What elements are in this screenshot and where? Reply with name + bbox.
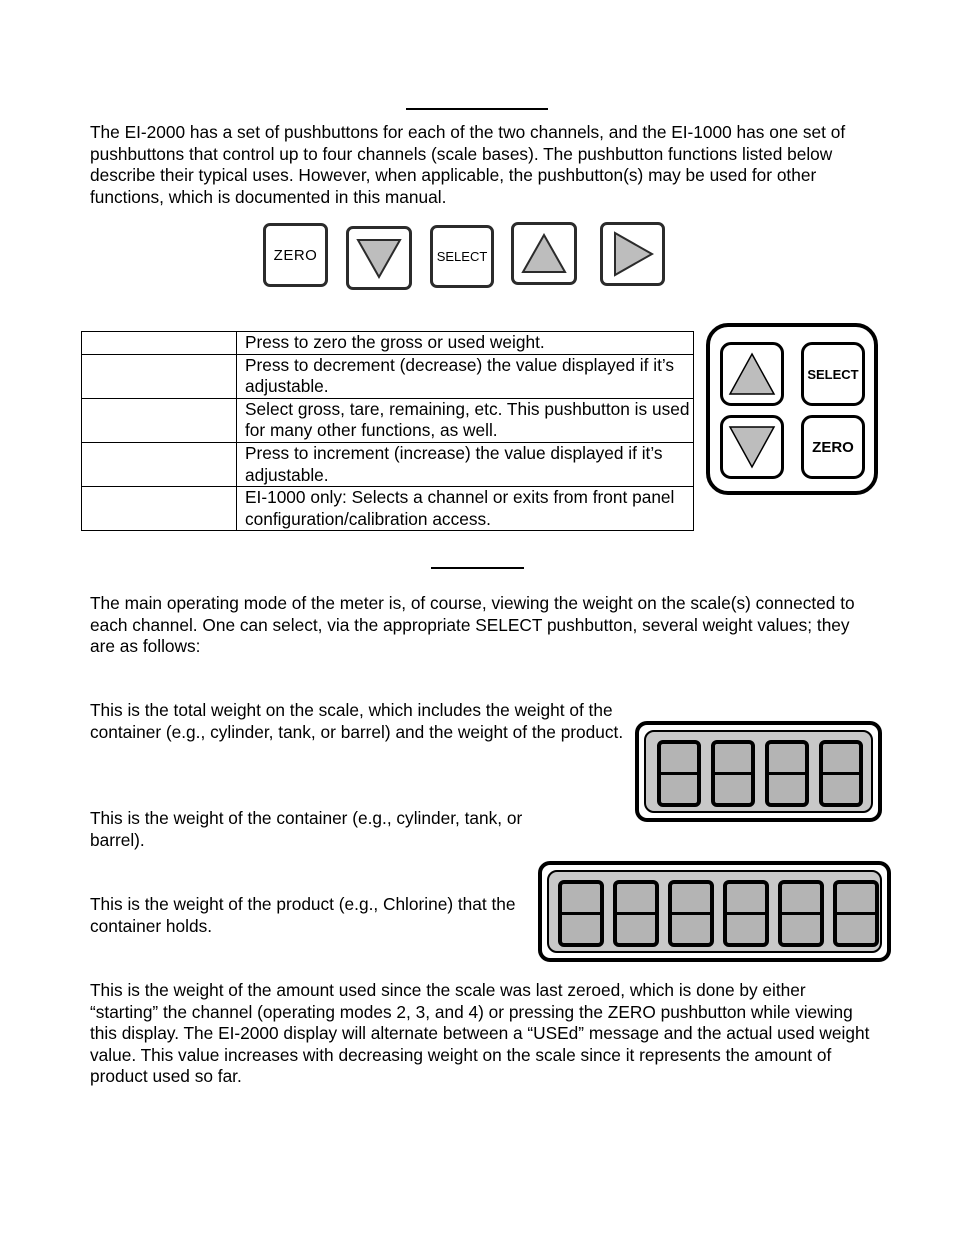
keypad-down-button[interactable] <box>720 415 784 479</box>
table-description-cell: Press to zero the gross or used weight. <box>237 332 694 355</box>
table-row <box>82 332 694 355</box>
six-digit-display <box>538 861 891 962</box>
select-pushbutton-label: SELECT <box>436 249 488 264</box>
display-digit <box>711 740 755 807</box>
section-heading-underline <box>406 108 548 110</box>
up-arrow-icon <box>521 233 567 275</box>
display-digit <box>723 880 769 947</box>
table-description-cell: Select gross, tare, remaining, etc. This pushbutton is used for many other functions, as well. <box>237 398 694 442</box>
display-digit <box>819 740 863 807</box>
keypad-select-button[interactable] <box>801 342 865 406</box>
operation-paragraph: The main operating mode of the meter is, of course, viewing the weight on the scale(s) connected to each channel. One can select, via the appropriate SELECT pushbutton, several weight values; they are as follows: <box>90 593 855 657</box>
display-digit <box>765 740 809 807</box>
table-key-cell <box>82 354 237 398</box>
table-key-cell <box>82 332 237 355</box>
up-arrow-icon <box>728 352 776 396</box>
used-weight-description: This is the weight of the amount used since the scale was last zeroed, which is done by either “starting” the channel (operating modes 2, 3, and 4) or pressing the ZERO pushbutton while viewing this display. The EI-2000 display will alternate between a “USEd” message and the actual used weight value. This value increases with decreasing weight on the scale since it represents the amount of product used so far. <box>90 980 870 1087</box>
right-arrow-icon <box>612 231 654 277</box>
table-description-cell: EI-1000 only: Selects a channel or exits from front panel configuration/calibration access. <box>237 487 694 531</box>
keypad-up-button[interactable] <box>720 342 784 406</box>
down-arrow-icon <box>356 237 402 279</box>
display-digit <box>833 880 879 947</box>
pushbutton-function-table <box>81 331 694 531</box>
net-weight-description: This is the weight of the product (e.g., Chlorine) that the container holds. <box>90 894 516 936</box>
display-digit <box>668 880 714 947</box>
keypad-select-label: SELECT <box>807 366 859 382</box>
table-key-cell <box>82 398 237 442</box>
display-digit <box>778 880 824 947</box>
display-digit <box>657 740 701 807</box>
ei1000-keypad <box>706 323 878 495</box>
table-description-cell: Press to decrement (decrease) the value displayed if it’s adjustable. <box>237 354 694 398</box>
keypad-zero-label: ZERO <box>812 438 854 456</box>
tare-weight-description: This is the weight of the container (e.g., cylinder, tank, or barrel). <box>90 808 523 850</box>
select-pushbutton[interactable] <box>430 225 494 288</box>
down-pushbutton[interactable] <box>346 226 412 290</box>
gross-weight-description: This is the total weight on the scale, which includes the weight of the container (e.g., cylinder, tank, or barrel) and the weight of the product. <box>90 700 624 742</box>
table-row <box>82 398 694 442</box>
display-digit <box>613 880 659 947</box>
down-arrow-icon <box>728 425 776 469</box>
zero-pushbutton-label: ZERO <box>273 246 318 264</box>
table-row <box>82 487 694 531</box>
table-description-cell: Press to increment (increase) the value displayed if it’s adjustable. <box>237 442 694 486</box>
four-digit-display <box>635 721 882 822</box>
intro-paragraph: The EI-2000 has a set of pushbuttons for each of the two channels, and the EI-1000 has one set of pushbuttons that control up to four channels (scale bases). The pushbutton functions listed below describe their typical uses. However, when applicable, the pushbutton(s) may be used for other functions, which is documented in this manual. <box>90 122 846 207</box>
operation-heading-underline <box>431 567 524 569</box>
table-row <box>82 354 694 398</box>
zero-pushbutton[interactable] <box>263 223 328 287</box>
up-pushbutton[interactable] <box>511 222 577 285</box>
right-pushbutton[interactable] <box>600 222 665 286</box>
table-row <box>82 442 694 486</box>
table-key-cell <box>82 487 237 531</box>
table-key-cell <box>82 442 237 486</box>
display-digit <box>558 880 604 947</box>
keypad-zero-button[interactable] <box>801 415 865 479</box>
